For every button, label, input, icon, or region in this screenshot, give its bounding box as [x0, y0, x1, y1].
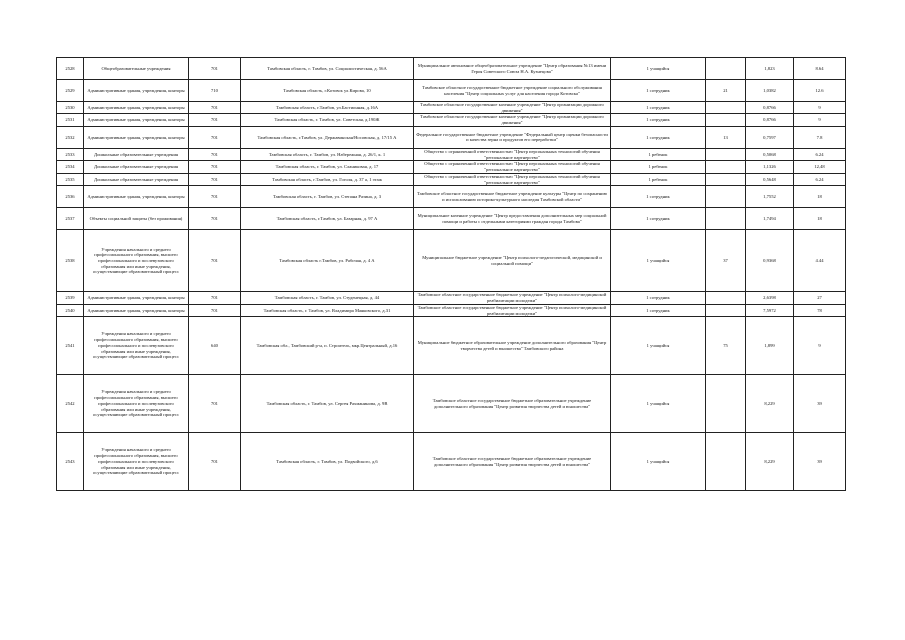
code-cell: 701	[189, 186, 241, 208]
unit-cell: 1 сотрудник	[611, 102, 706, 114]
organization-cell: Общество с ограниченной ответственностью "Центр персональных технологий обучения "региональное партнерство"	[414, 173, 611, 185]
object-type: Учреждения начального и среднего профессионального образования, высшего профессионального и послевузовского образования или иные учреждения, осуществляющие образовательный процесс	[84, 230, 189, 292]
rate-cell: 2,6398	[746, 292, 794, 304]
value-cell: 7.8	[794, 126, 846, 148]
row-number: 2542	[57, 375, 84, 433]
object-type: Учреждения начального и среднего профессионального образования, высшего профессионального и послевузовского образования или иные учреждения, осуществляющие образовательный процесс	[84, 433, 189, 491]
object-type: Административные здания, учреждения, конторы	[84, 80, 189, 102]
unit-cell: 1 сотрудник	[611, 80, 706, 102]
organization-cell: Тамбовское областное государственное бюджетное учреждение "Центр психолого-медицинской реабилитации молодежи"	[414, 292, 611, 304]
rate-cell: 0,7597	[746, 126, 794, 148]
address-cell: Тамбовская обл., Тамбовский р-н, п. Строитель, мкр.Центральный, д.16	[241, 317, 414, 375]
address-cell: Тамбовская область, г. Тамбов, ул. Сергея Рахманинова, д. 9В	[241, 375, 414, 433]
row-number: 2540	[57, 304, 84, 316]
address-cell: Тамбовская область, г. Тамбов, ул. Сланиковая, д. 17	[241, 161, 414, 173]
registry-table	[56, 57, 846, 491]
table-row	[57, 375, 846, 433]
value-cell: 27	[794, 292, 846, 304]
organization-cell: Муниципальное бюджетное учреждение "Центр психолого-педагогической, медицинской и социальной помощи"	[414, 230, 611, 292]
code-cell: 701	[189, 433, 241, 491]
object-type: Административные здания, учреждения, конторы	[84, 126, 189, 148]
object-type: Дошкольные образовательные учреждения	[84, 148, 189, 160]
rate-cell: 0,5648	[746, 173, 794, 185]
row-number: 2537	[57, 208, 84, 230]
code-cell: 701	[189, 375, 241, 433]
rate-cell: 8,229	[746, 433, 794, 491]
address-cell: Тамбовская область, г. Тамбов, ул. Подвойского, д.6	[241, 433, 414, 491]
rate-cell: 0,5068	[746, 148, 794, 160]
value-cell: 12.6	[794, 80, 846, 102]
count-cell	[706, 114, 746, 126]
code-cell: 701	[189, 173, 241, 185]
organization-cell: Муниципальное казенное учреждение "Центр предоставления дополнительных мер социальной помощи и работы с отдельными категориями граждан города Тамбова"	[414, 208, 611, 230]
count-cell	[706, 208, 746, 230]
unit-cell: 1 сотрудник	[611, 292, 706, 304]
table-row	[57, 161, 846, 173]
table-row	[57, 126, 846, 148]
address-cell: Тамбовская область, г.Тамбов, ул. Базарная, д. 97 А	[241, 208, 414, 230]
code-cell: 701	[189, 230, 241, 292]
count-cell	[706, 304, 746, 316]
count-cell: 21	[706, 80, 746, 102]
object-type: Административные здания, учреждения, конторы	[84, 292, 189, 304]
code-cell: 701	[189, 148, 241, 160]
organization-cell: Тамбовское областное государственное бюджетное образовательное учреждение дополнительного образования "Центр развития творчества детей и юношества"	[414, 375, 611, 433]
row-number: 2541	[57, 317, 84, 375]
organization-cell: Тамбовское областное государственное бюджетное образовательное учреждение дополнительного образования "Центр развития творчества детей и юношества"	[414, 433, 611, 491]
unit-cell: 1 сотрудник	[611, 304, 706, 316]
count-cell: 75	[706, 317, 746, 375]
organization-cell: Муниципальное бюджетное образовательное учреждение дополнительного образования "Центр творчества детей и юношества" Тамбовского района	[414, 317, 611, 375]
organization-cell: Тамбовское областное государственное казенное учреждение "Центр организации дорожного движения"	[414, 102, 611, 114]
address-cell: Тамбовская область, г. Тамбов, ул. Владимира Маяковского, д.31	[241, 304, 414, 316]
organization-cell: Федеральное государственное бюджетное учреждение "Федеральный центр оценки безопасности и качества зерна и продуктов его переработки"	[414, 126, 611, 148]
object-type: Учреждения начального и среднего профессионального образования, высшего профессионального и послевузовского образования или иные учреждения, осуществляющие образовательный процесс	[84, 375, 189, 433]
code-cell: 701	[189, 292, 241, 304]
count-cell: 37	[706, 230, 746, 292]
address-cell: Тамбовская область, г.Котовск ул.Кирова, 10	[241, 80, 414, 102]
rate-cell: 7,5972	[746, 304, 794, 316]
code-cell: 701	[189, 304, 241, 316]
rate-cell: 1,899	[746, 317, 794, 375]
row-number: 2536	[57, 186, 84, 208]
organization-cell: Муниципальное автономное общеобразовательное учреждение "Центр образования №13 имени Героя Советского Союза Н.А. Кузнецова"	[414, 58, 611, 80]
unit-cell: 1 ребенок	[611, 148, 706, 160]
count-cell	[706, 161, 746, 173]
row-number: 2539	[57, 292, 84, 304]
value-cell: 9	[794, 114, 846, 126]
count-cell	[706, 433, 746, 491]
value-cell: 6.24	[794, 173, 846, 185]
object-type: Административные здания, учреждения, конторы	[84, 304, 189, 316]
unit-cell: 1 ребенок	[611, 161, 706, 173]
row-number: 2533	[57, 148, 84, 160]
table-row	[57, 114, 846, 126]
rate-cell: 0,8766	[746, 102, 794, 114]
unit-cell: 1 сотрудник	[611, 126, 706, 148]
unit-cell: 1 учащийся	[611, 433, 706, 491]
object-type: Административные здания, учреждения, конторы	[84, 114, 189, 126]
address-cell: Тамбовская область, г.Тамбов, ул.Бастионная, д.16А	[241, 102, 414, 114]
row-number: 2530	[57, 102, 84, 114]
organization-cell: Тамбовское областное государственное бюджетное учреждение "Центр психолого-медицинской реабилитации молодежи"	[414, 304, 611, 316]
value-cell: 18	[794, 186, 846, 208]
organization-cell: Тамбовское областное государственное бюджетное учреждение культуры "Центр по сохранению и использованию историко-культурного наследия Тамбовской области"	[414, 186, 611, 208]
table-row	[57, 304, 846, 316]
value-cell: 39	[794, 433, 846, 491]
address-cell: Тамбовская область, г. Тамбов, ул. Социалистическая, д. 56А	[241, 58, 414, 80]
code-cell: 701	[189, 161, 241, 173]
code-cell: 710	[189, 80, 241, 102]
count-cell	[706, 375, 746, 433]
value-cell: 12,48	[794, 161, 846, 173]
rate-cell: 1,823	[746, 58, 794, 80]
table-row	[57, 292, 846, 304]
row-number: 2528	[57, 58, 84, 80]
count-cell	[706, 186, 746, 208]
rate-cell: 1,0382	[746, 80, 794, 102]
count-cell	[706, 102, 746, 114]
row-number: 2534	[57, 161, 84, 173]
value-cell: 4.44	[794, 230, 846, 292]
table-row	[57, 58, 846, 80]
count-cell	[706, 148, 746, 160]
unit-cell: 1 сотрудник	[611, 186, 706, 208]
unit-cell: 1 учащийся	[611, 230, 706, 292]
table-row	[57, 433, 846, 491]
object-type: Дошкольные образовательные учреждения	[84, 173, 189, 185]
value-cell: 9	[794, 317, 846, 375]
count-cell: 13	[706, 126, 746, 148]
table-row	[57, 230, 846, 292]
value-cell: 8.64	[794, 58, 846, 80]
address-cell: Тамбовская область, г. Тамбов, ул. Студенецкая, д. 44	[241, 292, 414, 304]
address-cell: Тамбовская область, г. Тамбов, ул. Степана Разина, д. 3	[241, 186, 414, 208]
table-row	[57, 317, 846, 375]
unit-cell: 1 учащийся	[611, 58, 706, 80]
table-row	[57, 173, 846, 185]
value-cell: 9	[794, 102, 846, 114]
table-row	[57, 186, 846, 208]
object-type: Учреждения начального и среднего профессионального образования, высшего профессионального и послевузовского образования или иные учреждения, осуществляющие образовательный процесс	[84, 317, 189, 375]
code-cell: 701	[189, 114, 241, 126]
unit-cell: 1 учащийся	[611, 317, 706, 375]
address-cell: Тамбовская область, г.Тамбов, ул. Гоголя, д. 37 а, 1 этаж	[241, 173, 414, 185]
table-row	[57, 208, 846, 230]
rate-cell: 1,7494	[746, 208, 794, 230]
code-cell: 701	[189, 102, 241, 114]
row-number: 2535	[57, 173, 84, 185]
value-cell: 6.24	[794, 148, 846, 160]
organization-cell: Тамбовское областное государственное бюджетное учреждение социального обслуживания населения "Центр социальных услуг для населения города Котовска"	[414, 80, 611, 102]
address-cell: Тамбовская область, г. Тамбов, ул. Советская, д.190Ж	[241, 114, 414, 126]
code-cell: 701	[189, 126, 241, 148]
row-number: 2538	[57, 230, 84, 292]
rate-cell: 1,1326	[746, 161, 794, 173]
row-number: 2532	[57, 126, 84, 148]
count-cell	[706, 292, 746, 304]
table-row	[57, 80, 846, 102]
unit-cell: 1 ребенок	[611, 173, 706, 185]
unit-cell: 1 учащийся	[611, 375, 706, 433]
rate-cell: 0,8766	[746, 114, 794, 126]
code-cell: 701	[189, 208, 241, 230]
table-row	[57, 102, 846, 114]
rate-cell: 0,9368	[746, 230, 794, 292]
organization-cell: Тамбовское областное государственное казенное учреждение "Центр организации дорожного движения"	[414, 114, 611, 126]
code-cell: 640	[189, 317, 241, 375]
row-number: 2531	[57, 114, 84, 126]
address-cell: Тамбовская область, г.Тамбов, ул. Державинская/Носовская, д. 17/15 А	[241, 126, 414, 148]
object-type: Административные здания, учреждения, конторы	[84, 102, 189, 114]
organization-cell: Общество с ограниченной ответственностью "Центр персональных технологий обучения "региональное партнерство"	[414, 148, 611, 160]
unit-cell: 1 сотрудник	[611, 114, 706, 126]
value-cell: 39	[794, 375, 846, 433]
value-cell: 18	[794, 208, 846, 230]
object-type: Дошкольные образовательные учреждения	[84, 161, 189, 173]
object-type: Общеобразовательные учреждения	[84, 58, 189, 80]
organization-cell: Общество с ограниченной ответственностью "Центр персональных технологий обучения "региональное партнерство"	[414, 161, 611, 173]
row-number: 2529	[57, 80, 84, 102]
value-cell: 78	[794, 304, 846, 316]
count-cell	[706, 173, 746, 185]
address-cell: Тамбовская область г.Тамбов, ул. Рабочая, д. 4 А	[241, 230, 414, 292]
object-type: Объекты социальной защиты (без проживания)	[84, 208, 189, 230]
code-cell: 701	[189, 58, 241, 80]
address-cell: Тамбовская область, г. Тамбов, ул. Набережная, д. 26/1, к. 1	[241, 148, 414, 160]
object-type: Административные здания, учреждения, конторы	[84, 186, 189, 208]
rate-cell: 8,229	[746, 375, 794, 433]
count-cell	[706, 58, 746, 80]
unit-cell: 1 сотрудник	[611, 208, 706, 230]
table-row	[57, 148, 846, 160]
row-number: 2543	[57, 433, 84, 491]
rate-cell: 1,7552	[746, 186, 794, 208]
